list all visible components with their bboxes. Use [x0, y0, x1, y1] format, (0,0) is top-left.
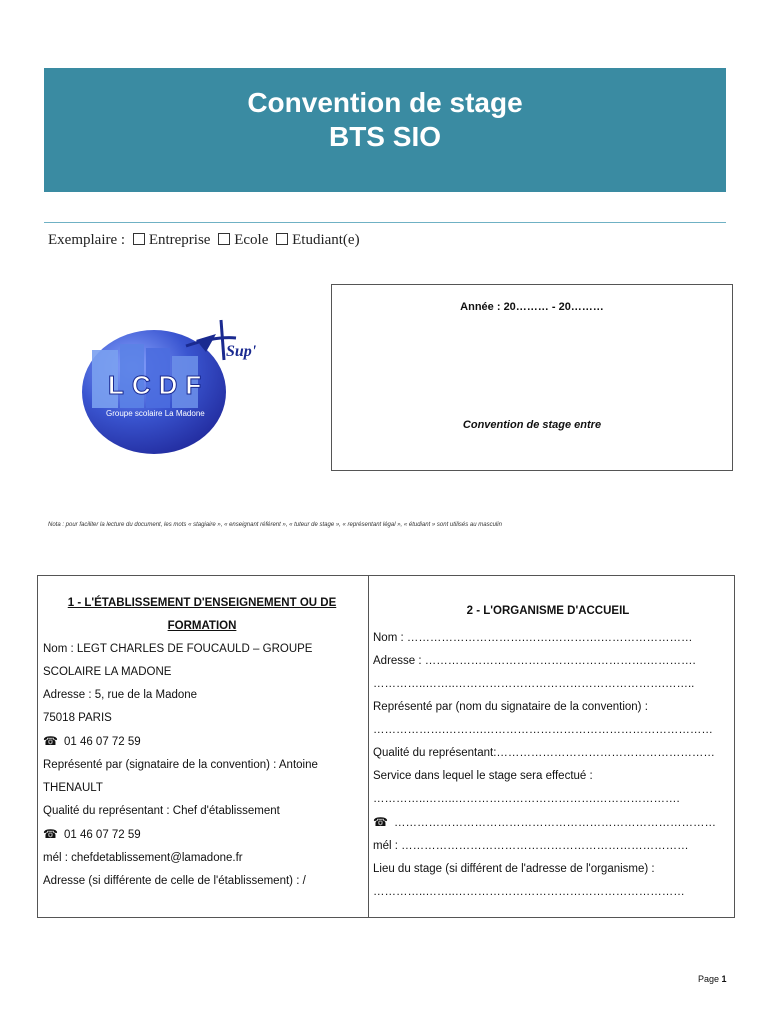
organisme-column: [373, 600, 723, 904]
logo-sub-text: Groupe scolaire La Madone: [106, 409, 205, 418]
convention-entre-label: Convention de stage entre: [462, 419, 602, 431]
lcdf-logo: [46, 300, 292, 470]
etablissement-adresse: Adresse : 5, rue de la Madone: [43, 689, 198, 701]
option-ecole: Ecole: [234, 232, 269, 248]
etablissement-nom: Nom : LEGT CHARLES DE FOUCAULD – GROUPE: [43, 643, 313, 655]
organisme-lieu-label: Lieu du stage (si différent de l'adresse de l'organisme) :: [373, 863, 655, 875]
organisme-adresse-cont-field[interactable]: …………..……..……………………………………………….……..: [373, 678, 695, 690]
phone-icon: ☎: [373, 815, 388, 829]
etablissement-represente-cont: THENAULT: [43, 782, 103, 794]
convention-info-box: [331, 284, 733, 471]
phone-icon: ☎: [43, 734, 58, 748]
annee-field[interactable]: Année : 20……… - 20………: [460, 301, 604, 313]
document-title: Convention de stage: [247, 87, 523, 118]
etablissement-mel: mél : chefdetablissement@lamadone.fr: [43, 852, 243, 864]
checkbox-entreprise[interactable]: [133, 233, 145, 245]
etablissement-represente: Représenté par (signataire de la convention) : Antoine: [43, 759, 318, 771]
organisme-represente-field[interactable]: ……………….……….……………………………………………………: [373, 724, 713, 736]
section2-heading: 2 - L'ORGANISME D'ACCUEIL: [466, 605, 630, 617]
document-subtitle: BTS SIO: [328, 121, 441, 152]
banner-divider: [44, 222, 726, 223]
organisme-service-field[interactable]: …………..……..……………………………….………………….: [373, 793, 680, 805]
etablissement-nom-cont: SCOLAIRE LA MADONE: [43, 666, 172, 678]
etablissement-qualite: Qualité du représentant : Chef d'établissement: [43, 805, 280, 817]
logo-sup-text: Sup': [226, 343, 257, 360]
etablissement-tel: ☎ 01 46 07 72 59: [43, 734, 141, 748]
organisme-represente-label: Représenté par (nom du signataire de la convention) :: [373, 701, 648, 713]
organisme-adresse-field[interactable]: Adresse : ………………………………………………….………….: [373, 655, 696, 667]
phone-icon: ☎: [43, 827, 58, 841]
parties-table: [37, 575, 735, 918]
organisme-service-label: Service dans lequel le stage sera effectué :: [373, 770, 593, 782]
section1-heading: 1 - L'ÉTABLISSEMENT D'ENSEIGNEMENT OU DE FORMATION: [67, 597, 337, 632]
organisme-qualite-field[interactable]: Qualité du représentant:…………………………………………………: [373, 747, 715, 759]
organisme-nom-field[interactable]: Nom : ………………………….…….………….……………………: [373, 632, 693, 644]
nota-text: Nota : pour faciliter la lecture du document, les mots « stagiaire », « enseignant référent », « tuteur de stage », « représentant légal », « étudiant » sont utilisés au masculin: [48, 522, 502, 528]
organisme-mel-field[interactable]: mél : …………………………………………………………………: [373, 840, 689, 852]
etablissement-tel2: ☎ 01 46 07 72 59: [43, 827, 141, 841]
exemplaire-row: [48, 232, 360, 249]
title-banner: [44, 68, 726, 192]
organisme-lieu-field[interactable]: …………..……..……………………………………………………: [373, 886, 685, 898]
organisme-tel-field[interactable]: ☎ …………………………………………………………………………: [373, 815, 716, 829]
logo-main-text: LCDF: [108, 370, 210, 400]
option-etudiant: Etudiant(e): [292, 232, 360, 248]
exemplaire-label: Exemplaire :: [48, 232, 126, 248]
etablissement-column: [43, 592, 361, 893]
column-divider: [368, 576, 369, 917]
etablissement-adresse-diff: Adresse (si différente de celle de l'établissement) : /: [43, 875, 306, 887]
etablissement-ville: 75018 PARIS: [43, 712, 112, 724]
checkbox-ecole[interactable]: [218, 233, 230, 245]
checkbox-etudiant[interactable]: [276, 233, 288, 245]
option-entreprise: Entreprise: [148, 232, 211, 248]
page-number: Page 1: [698, 974, 727, 984]
